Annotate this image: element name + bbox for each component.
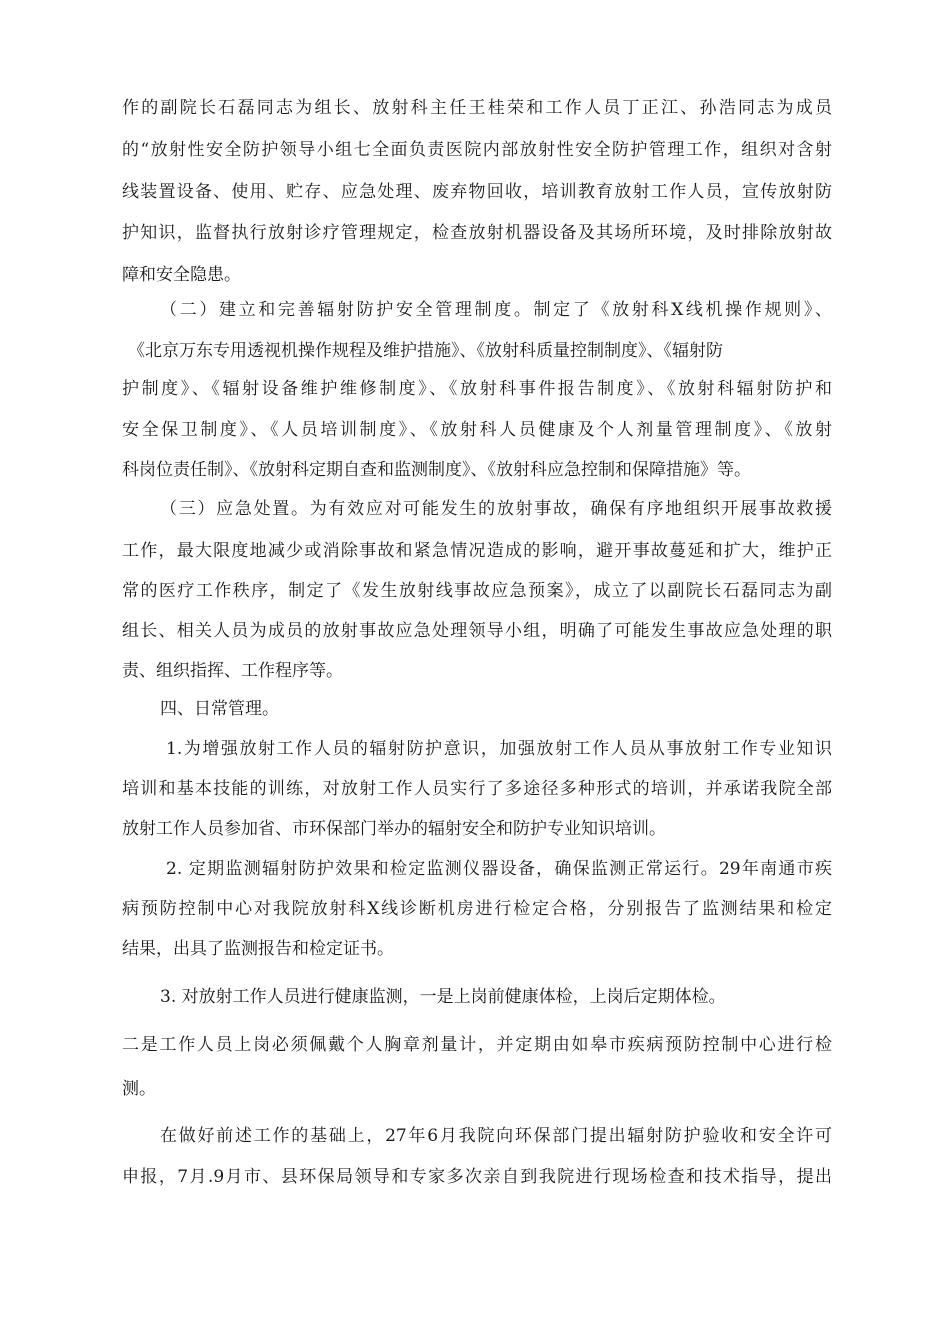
text-line: 二是工作人员上岗必须佩戴个人胸章剂量计，并定期由如皋市疾病预防控制中心进行检 [122, 1035, 832, 1055]
text-line: 的“放射性安全防护领导小组七全面负责医院内部放射性安全防护管理工作，组织对含射 [122, 140, 832, 160]
text-line: （二）建立和完善辐射防护安全管理制度。制定了《放射科X线机操作规则》、 [160, 300, 832, 320]
text-line: 障和安全隐患。 [122, 265, 241, 285]
text-line: 护知识，监督执行放射诊疗管理规定，检查放射机器设备及其场所环境，及时排除放射故 [122, 223, 832, 243]
text-line: 责、组织指挥、工作程序等。 [122, 661, 343, 681]
text-line: 科岗位责任制》、《放射科定期自查和监测制度》、《放射科应急控制和保障措施》等。 [122, 460, 751, 480]
text-line: 常的医疗工作秩序，制定了《发生放射线事故应急预案》，成立了以副院长石磊同志为副 [122, 581, 832, 601]
text-line: （三）应急处置。为有效应对可能发生的放射事故，确保有序地组织开展事故救援 [160, 499, 832, 519]
text-line: 《北京万东专用透视机操作规程及维护措施》、《放射科质量控制制度》、《辐射防 [128, 341, 723, 361]
text-line: 2. 定期监测辐射防护效果和检定监测仪器设备，确保监测正常运行。29年南通市疾 [166, 859, 832, 879]
text-line: 放射工作人员参加省、市环保部门举办的辐射安全和防护专业知识培训。 [122, 819, 666, 839]
text-line: 培训和基本技能的训练，对放射工作人员实行了多途径多种形式的培训，并承诺我院全部 [122, 779, 832, 799]
text-line: 1.为增强放射工作人员的辐射防护意识，加强放射工作人员从事放射工作专业知识 [166, 739, 832, 759]
text-line: 3. 对放射工作人员进行健康监测，一是上岗前健康体检，上岗后定期体检。 [160, 987, 726, 1007]
text-line: 组长、相关人员为成员的放射事故应急处理领导小组，明确了可能发生事故应急处理的职 [122, 621, 832, 641]
section-heading: 四、日常管理。 [160, 699, 279, 719]
text-line: 在做好前述工作的基础上，27年6月我院向环保部门提出辐射防护验收和安全许可 [160, 1126, 832, 1146]
text-line: 申报，7月.9月市、县环保局领导和专家多次亲自到我院进行现场检查和技术指导，提出 [122, 1167, 832, 1187]
text-line: 结果，出具了监测报告和检定证书。 [122, 939, 394, 959]
text-line: 安全保卫制度》、《人员培训制度》、《放射科人员健康及个人剂量管理制度》、《放射 [122, 420, 832, 440]
text-line: 工作，最大限度地减少或消除事故和紧急情况造成的影响，避开事故蔓延和扩大，维护正 [122, 541, 832, 561]
text-line: 病预防控制中心对我院放射科X线诊断机房进行检定合格，分别报告了监测结果和检定 [122, 899, 832, 919]
text-line: 线装置设备、使用、贮存、应急处理、废弃物回收，培训教育放射工作人员，宣传放射防 [122, 182, 832, 202]
text-line: 作的副院长石磊同志为组长、放射科主任王桂荣和工作人员丁正江、孙浩同志为成员 [122, 98, 832, 118]
text-line: 护制度》、《辐射设备维护维修制度》、《放射科事件报告制度》、《放射科辐射防护和 [122, 379, 832, 399]
text-line: 测。 [122, 1079, 156, 1099]
